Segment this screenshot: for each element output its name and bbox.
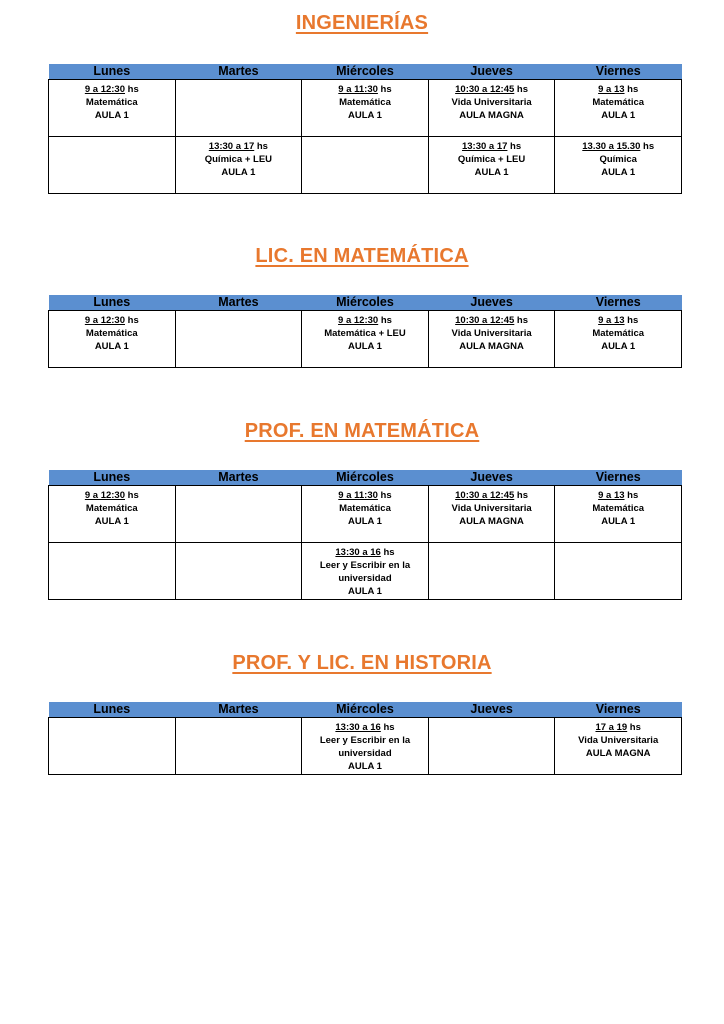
day-header-row [49, 64, 682, 80]
class-detail: Matemática [85, 328, 138, 339]
class-detail: AULA MAGNA [585, 748, 651, 759]
class-time-suffix: hs [514, 84, 529, 95]
class-cell [428, 80, 555, 137]
day-header: Jueves [428, 470, 555, 486]
empty-cell [49, 543, 176, 600]
day-header: Jueves [428, 702, 555, 718]
day-header: Miércoles [302, 295, 429, 311]
class-detail: Matemática [85, 503, 138, 514]
class-time [557, 721, 679, 734]
class-detail: Matemática [592, 97, 645, 108]
class-cell [555, 718, 682, 775]
class-time [304, 489, 426, 502]
class-detail: AULA 1 [221, 167, 256, 178]
day-header: Martes [175, 470, 302, 486]
day-header-row [49, 470, 682, 486]
day-header: Miércoles [302, 470, 429, 486]
class-detail: AULA 1 [94, 110, 129, 121]
class-detail: Leer y Escribir en la [319, 735, 411, 746]
class-detail: AULA 1 [474, 167, 509, 178]
class-detail: AULA 1 [94, 516, 129, 527]
class-time-range: 13:30 a 17 [208, 141, 255, 152]
table-row [49, 486, 682, 543]
class-detail: AULA 1 [348, 761, 382, 772]
day-header: Martes [175, 702, 302, 718]
day-header: Viernes [555, 64, 682, 80]
table-row [49, 543, 682, 600]
class-time [304, 721, 426, 734]
class-detail: Leer y Escribir en la [319, 560, 411, 571]
class-cell [302, 80, 429, 137]
day-header: Lunes [49, 470, 176, 486]
class-time-suffix: hs [507, 141, 522, 152]
class-time-suffix: hs [624, 490, 639, 501]
class-time-suffix: hs [377, 84, 392, 95]
class-time-suffix: hs [640, 141, 655, 152]
class-cell [428, 311, 555, 368]
class-time-suffix: hs [254, 141, 268, 152]
class-time-range: 9 a 12:30 [84, 490, 125, 501]
empty-cell [175, 311, 302, 368]
class-detail: AULA 1 [348, 516, 382, 527]
day-header: Viernes [555, 470, 682, 486]
class-cell [302, 718, 429, 775]
class-time-range: 9 a 13 [598, 315, 625, 326]
table-row [49, 718, 682, 775]
class-time-range: 13:30 a 16 [335, 722, 381, 733]
class-detail: AULA MAGNA [459, 516, 524, 527]
class-time [178, 140, 300, 153]
class-detail: Matemática [339, 97, 391, 108]
class-detail: AULA MAGNA [459, 341, 524, 352]
class-detail: Vida Universitaria [451, 328, 532, 339]
class-cell [555, 137, 682, 194]
class-time-suffix: hs [380, 547, 395, 558]
table-row [49, 137, 682, 194]
class-cell [302, 543, 429, 600]
class-detail: Matemática [592, 503, 645, 514]
day-header: Miércoles [302, 702, 429, 718]
empty-cell [175, 80, 302, 137]
class-detail: universidad [338, 748, 392, 759]
class-cell [49, 486, 176, 543]
class-time [431, 489, 553, 502]
class-detail: universidad [338, 573, 392, 584]
class-detail: Química [599, 154, 637, 165]
class-time [557, 140, 679, 153]
class-detail: Vida Universitaria [451, 503, 532, 514]
class-time-suffix: hs [624, 84, 639, 95]
class-time-range: 10:30 a 12:45 [455, 315, 515, 326]
class-detail: AULA 1 [601, 110, 636, 121]
class-time [557, 314, 679, 327]
class-time-range: 9 a 12:30 [338, 315, 379, 326]
empty-cell [49, 137, 176, 194]
class-time-suffix: hs [514, 315, 529, 326]
class-detail: Matemática [592, 328, 645, 339]
class-time [557, 489, 679, 502]
table-row [49, 80, 682, 137]
class-time-suffix: hs [627, 722, 641, 733]
day-header: Lunes [49, 702, 176, 718]
class-cell [49, 80, 176, 137]
table-row [49, 311, 682, 368]
class-time-range: 9 a 13 [598, 490, 625, 501]
class-time-suffix: hs [125, 315, 139, 326]
class-cell [175, 137, 302, 194]
class-cell [428, 486, 555, 543]
class-time-range: 10:30 a 12:45 [455, 84, 515, 95]
class-time-range: 13:30 a 17 [461, 141, 508, 152]
class-time-range: 17 a 19 [595, 722, 628, 733]
class-detail: Vida Universitaria [578, 735, 659, 746]
class-time [431, 83, 553, 96]
class-cell [428, 137, 555, 194]
class-time-range: 9 a 12:30 [84, 84, 125, 95]
day-header: Lunes [49, 64, 176, 80]
empty-cell [555, 543, 682, 600]
class-time-suffix: hs [514, 490, 529, 501]
section-title-historia: PROF. Y LIC. EN HISTORIA [232, 652, 492, 674]
schedule-table-ingenierias [48, 64, 682, 194]
schedule-table-lic-matematica [48, 295, 682, 368]
schedule-table-prof-matematica [48, 470, 682, 600]
section-title-lic-matematica: LIC. EN MATEMÁTICA [255, 245, 469, 267]
class-detail: Vida Universitaria [451, 97, 532, 108]
class-detail: AULA 1 [348, 586, 382, 597]
class-time [431, 314, 553, 327]
class-detail: Matemática + LEU [324, 328, 406, 339]
class-detail: AULA 1 [94, 341, 129, 352]
day-header-row [49, 295, 682, 311]
empty-cell [428, 543, 555, 600]
day-header: Lunes [49, 295, 176, 311]
class-detail: Química + LEU [204, 154, 273, 165]
class-detail: Química + LEU [457, 154, 526, 165]
class-time [51, 314, 173, 327]
class-time-range: 10:30 a 12:45 [455, 490, 515, 501]
class-cell [49, 311, 176, 368]
class-time-suffix: hs [125, 84, 139, 95]
class-detail: AULA MAGNA [459, 110, 524, 121]
empty-cell [175, 718, 302, 775]
day-header: Viernes [555, 295, 682, 311]
class-detail: Matemática [85, 97, 138, 108]
class-time-suffix: hs [624, 315, 639, 326]
class-time [431, 140, 553, 153]
schedule-table-historia [48, 702, 682, 775]
class-time-range: 9 a 11:30 [338, 84, 378, 95]
day-header: Martes [175, 64, 302, 80]
day-header: Jueves [428, 295, 555, 311]
class-time [304, 314, 426, 327]
class-time-suffix: hs [380, 722, 395, 733]
class-time [304, 83, 426, 96]
class-detail: Matemática [339, 503, 391, 514]
empty-cell [428, 718, 555, 775]
section-title-prof-matematica: PROF. EN MATEMÁTICA [244, 420, 480, 442]
class-time-range: 9 a 13 [598, 84, 625, 95]
day-header: Martes [175, 295, 302, 311]
empty-cell [302, 137, 429, 194]
class-cell [555, 486, 682, 543]
day-header: Jueves [428, 64, 555, 80]
empty-cell [175, 543, 302, 600]
class-time-suffix: hs [377, 490, 392, 501]
class-detail: AULA 1 [601, 167, 636, 178]
class-cell [555, 80, 682, 137]
class-time [304, 546, 426, 559]
day-header: Miércoles [302, 64, 429, 80]
day-header: Viernes [555, 702, 682, 718]
class-time-suffix: hs [378, 315, 392, 326]
class-detail: AULA 1 [601, 341, 636, 352]
class-time-range: 9 a 11:30 [338, 490, 378, 501]
class-cell [302, 486, 429, 543]
day-header-row [49, 702, 682, 718]
class-detail: AULA 1 [601, 516, 636, 527]
class-detail: AULA 1 [348, 110, 382, 121]
class-time-range: 9 a 12:30 [84, 315, 125, 326]
class-time [51, 489, 173, 502]
empty-cell [175, 486, 302, 543]
section-title-ingenierias: INGENIERÍAS [295, 12, 429, 34]
empty-cell [49, 718, 176, 775]
class-time [557, 83, 679, 96]
class-time-suffix: hs [125, 490, 139, 501]
class-time-range: 13.30 a 15.30 [582, 141, 641, 152]
class-time-range: 13:30 a 16 [335, 547, 381, 558]
class-cell [302, 311, 429, 368]
class-cell [555, 311, 682, 368]
class-time [51, 83, 173, 96]
class-detail: AULA 1 [348, 341, 382, 352]
